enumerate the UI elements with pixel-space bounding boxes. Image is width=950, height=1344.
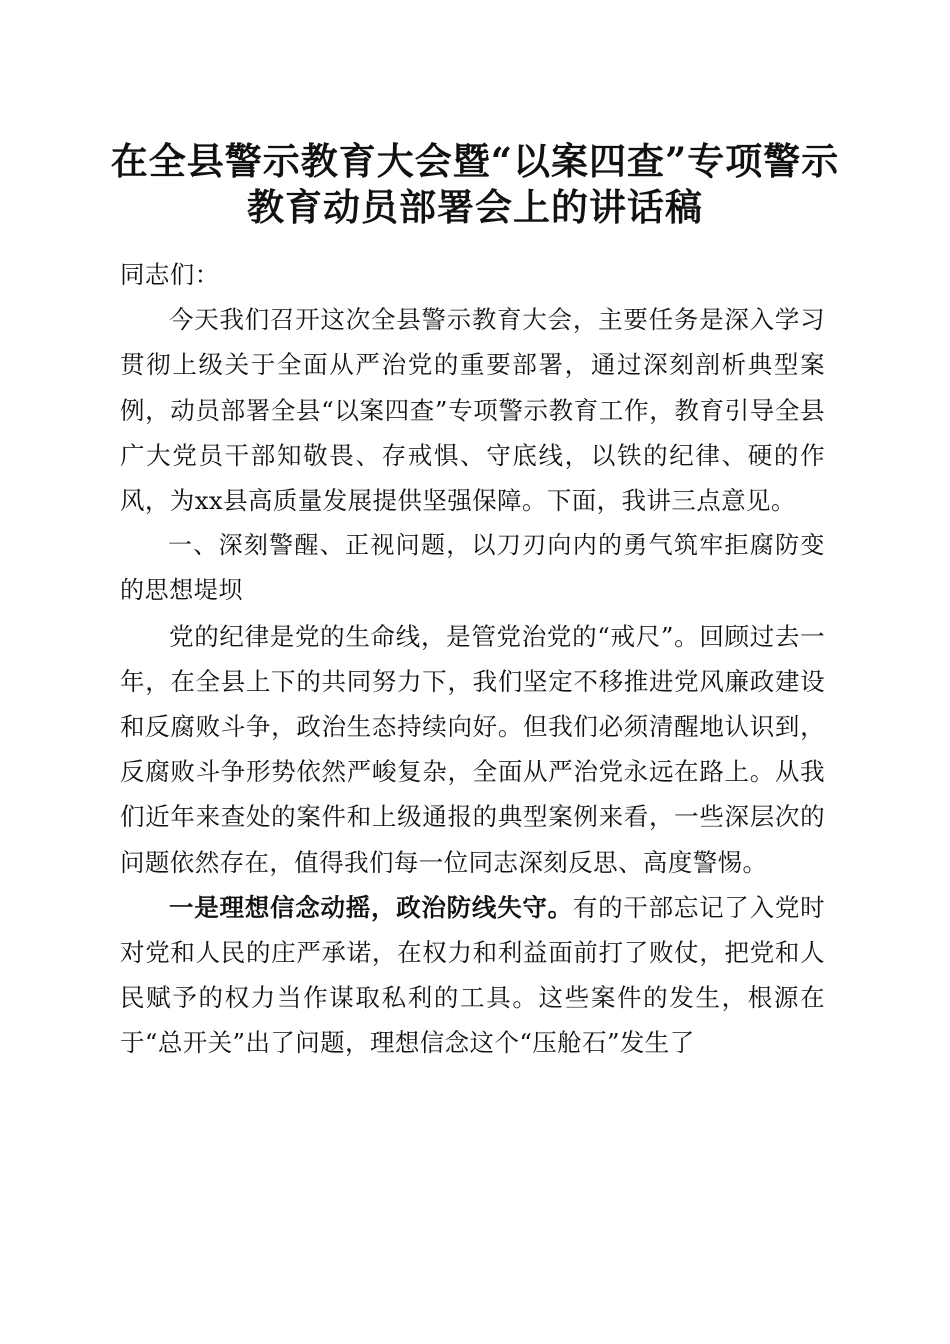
document-body: [120, 252, 825, 1066]
point-1-paragraph: [120, 885, 825, 1066]
salutation: 同志们：: [120, 260, 220, 289]
section-1-heading: 一、深刻警醒、正视问题，以刀刃向内的勇气筑牢拒腐防变的思想堤坝: [120, 531, 825, 605]
document-title-line-2: 教育动员部署会上的讲话稿: [247, 185, 703, 229]
intro-paragraph: 今天我们召开这次全县警示教育大会，主要任务是深入学习贯彻上级关于全面从严治党的重要部署，通过深刻剖析典型案例，动员部署全县“以案四查”专项警示教育工作，教育引导全县广大党员干部知敬畏、存戒惧、守底线，以铁的纪律、硬的作风，为xx县高质量发展提供坚强保障。下面，我讲三点意见。: [120, 305, 825, 516]
point-1-text: 有的干部忘记了入党时对党和人民的庄严承诺，在权力和利益面前打了败仗，把党和人民赋予的权力当作谋取私利的工具。这些案件的发生，根源在于“总开关”出了问题，理想信念这个“压舱石”发生了: [120, 892, 825, 1058]
point-1-lead: 一是理想信念动摇，政治防线失守。: [169, 892, 573, 922]
section-1-paragraph: 党的纪律是党的生命线，是管党治党的“戒尺”。回顾过去一年，在全县上下的共同努力下，我们坚定不移推进党风廉政建设和反腐败斗争，政治生态持续向好。但我们必须清醒地认识到，反腐败斗争形势依然严峻复杂，全面从严治党永远在路上。从我们近年来查处的案件和上级通报的典型案例来看，一些深层次的问题依然存在，值得我们每一位同志深刻反思、高度警惕。: [120, 621, 825, 877]
document-title-line-1: 在全县警示教育大会暨“以案四查”专项警示: [110, 139, 840, 183]
